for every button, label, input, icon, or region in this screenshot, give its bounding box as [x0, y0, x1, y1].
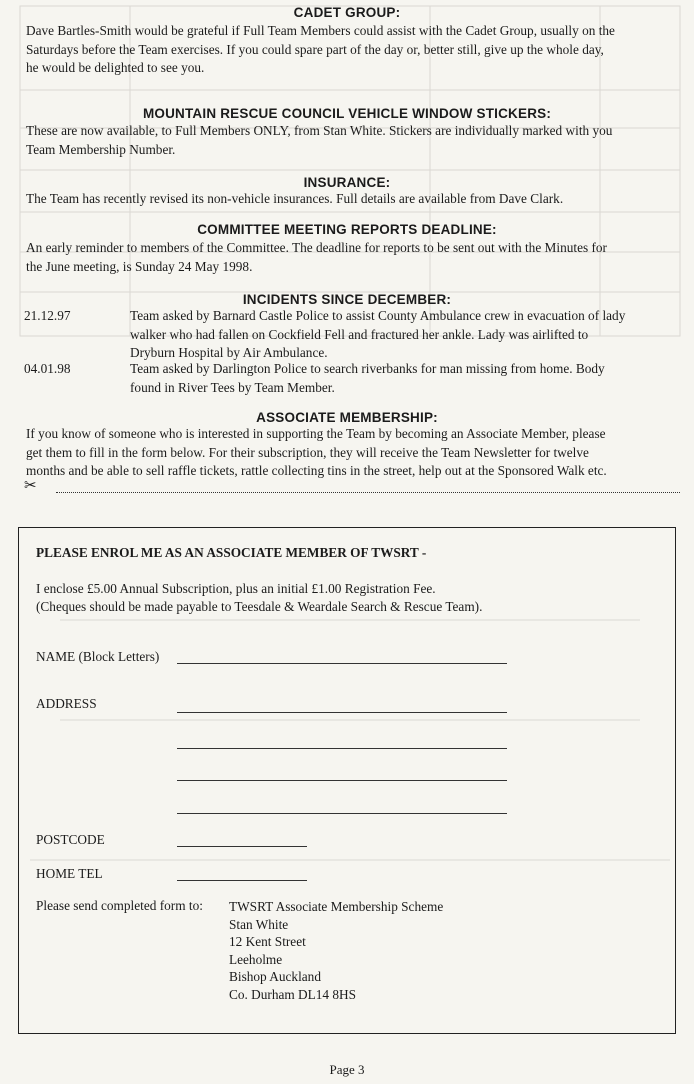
enrolment-form: [18, 527, 676, 1034]
cut-line: [24, 478, 680, 496]
committee-deadline-text: [26, 239, 680, 276]
text-line: An early reminder to members of the Committee. The deadline for reports to be sent out with the Minutes for: [26, 240, 607, 255]
name-label: NAME (Block Letters): [36, 649, 160, 664]
text-line: I enclose £5.00 Annual Subscription, plus an initial £1.00 Registration Fee.: [36, 581, 436, 596]
dotted-cut-line: [56, 492, 680, 493]
text-line: the June meeting, is Sunday 24 May 1998.: [26, 258, 253, 274]
address-field-line-1[interactable]: [177, 712, 507, 713]
insurance-heading: INSURANCE:: [303, 175, 391, 190]
incident-date: 04.01.98: [24, 361, 71, 376]
text-line: If you know of someone who is interested in supporting the Team by becoming an Associate Member, please: [26, 426, 606, 441]
address-line: Stan White: [229, 916, 289, 932]
address-field-line-4[interactable]: [177, 813, 507, 814]
address-line: 12 Kent Street: [229, 934, 306, 950]
associate-membership-heading: ASSOCIATE MEMBERSHIP:: [256, 410, 438, 425]
incident-date: 21.12.97: [24, 308, 71, 323]
text-line: Saturdays before the Team exercises. If you could spare part of the day or, better still, give up the whole day,: [26, 41, 604, 57]
name-field[interactable]: [177, 663, 507, 664]
address-field-line-2[interactable]: [177, 748, 507, 749]
address-line: Bishop Auckland: [229, 969, 321, 985]
text-line: Dryburn Hospital by Air Ambulance.: [130, 345, 328, 360]
text-line: he would be delighted to see you.: [26, 60, 205, 75]
incident-description: [130, 307, 678, 363]
home-tel-label: HOME TEL: [36, 866, 103, 881]
text-line: months and be able to sell raffle tickets, rattle collecting tins in the street, help out at the Sponsored Walk etc.: [26, 463, 607, 478]
cadet-group-heading: CADET GROUP:: [293, 5, 401, 20]
text-line: found in River Tees by Team Member.: [130, 379, 335, 395]
address-field-line-3[interactable]: [177, 780, 507, 781]
text-line: Team asked by Barnard Castle Police to assist County Ambulance crew in evacuation of lady: [130, 308, 626, 323]
committee-deadline-heading: COMMITTEE MEETING REPORTS DEADLINE:: [197, 222, 497, 237]
text-line: Dave Bartles-Smith would be grateful if Full Team Members could assist with the Cadet Group, usually on the: [26, 23, 615, 38]
postcode-field[interactable]: [177, 846, 307, 847]
postcode-label: POSTCODE: [36, 832, 105, 847]
address-line: Co. Durham DL14 8HS: [229, 986, 357, 1002]
incident-description: [130, 360, 678, 397]
text-line: These are now available, to Full Members ONLY, from Stan White. Stickers are individually marked with you: [26, 123, 613, 138]
vehicle-stickers-heading: MOUNTAIN RESCUE COUNCIL VEHICLE WINDOW STICKERS:: [142, 106, 552, 121]
subscription-text: [36, 580, 482, 616]
text-line: The Team has recently revised its non-vehicle insurances. Full details are available from Dave Clark.: [26, 191, 564, 206]
address-line: Leeholme: [229, 951, 283, 967]
text-line: (Cheques should be made payable to Teesdale & Weardale Search & Rescue Team).: [36, 599, 483, 614]
form-title: PLEASE ENROL ME AS AN ASSOCIATE MEMBER OF TWSRT -: [36, 545, 427, 560]
address-line: TWSRT Associate Membership Scheme: [229, 899, 444, 914]
insurance-text: [26, 190, 680, 209]
address-label: ADDRESS: [36, 696, 97, 711]
incidents-heading: INCIDENTS SINCE DECEMBER:: [242, 292, 452, 307]
vehicle-stickers-text: [26, 122, 680, 159]
text-line: Team asked by Darlington Police to search riverbanks for man missing from home. Body: [130, 361, 605, 376]
page-number: Page 3: [329, 1062, 365, 1077]
text-line: get them to fill in the form below. For their subscription, they will receive the Team Newsletter for twelve: [26, 444, 589, 460]
cadet-group-text: [26, 22, 680, 78]
send-to-label: Please send completed form to:: [36, 898, 203, 913]
scissors-icon: ✂: [24, 476, 37, 494]
postal-address: [229, 898, 443, 1004]
home-tel-field[interactable]: [177, 880, 307, 881]
text-line: walker who had fallen on Cockfield Fell and fractured her ankle. Lady was airlifted to: [130, 326, 589, 342]
associate-membership-text: [26, 425, 680, 481]
text-line: Team Membership Number.: [26, 141, 176, 157]
